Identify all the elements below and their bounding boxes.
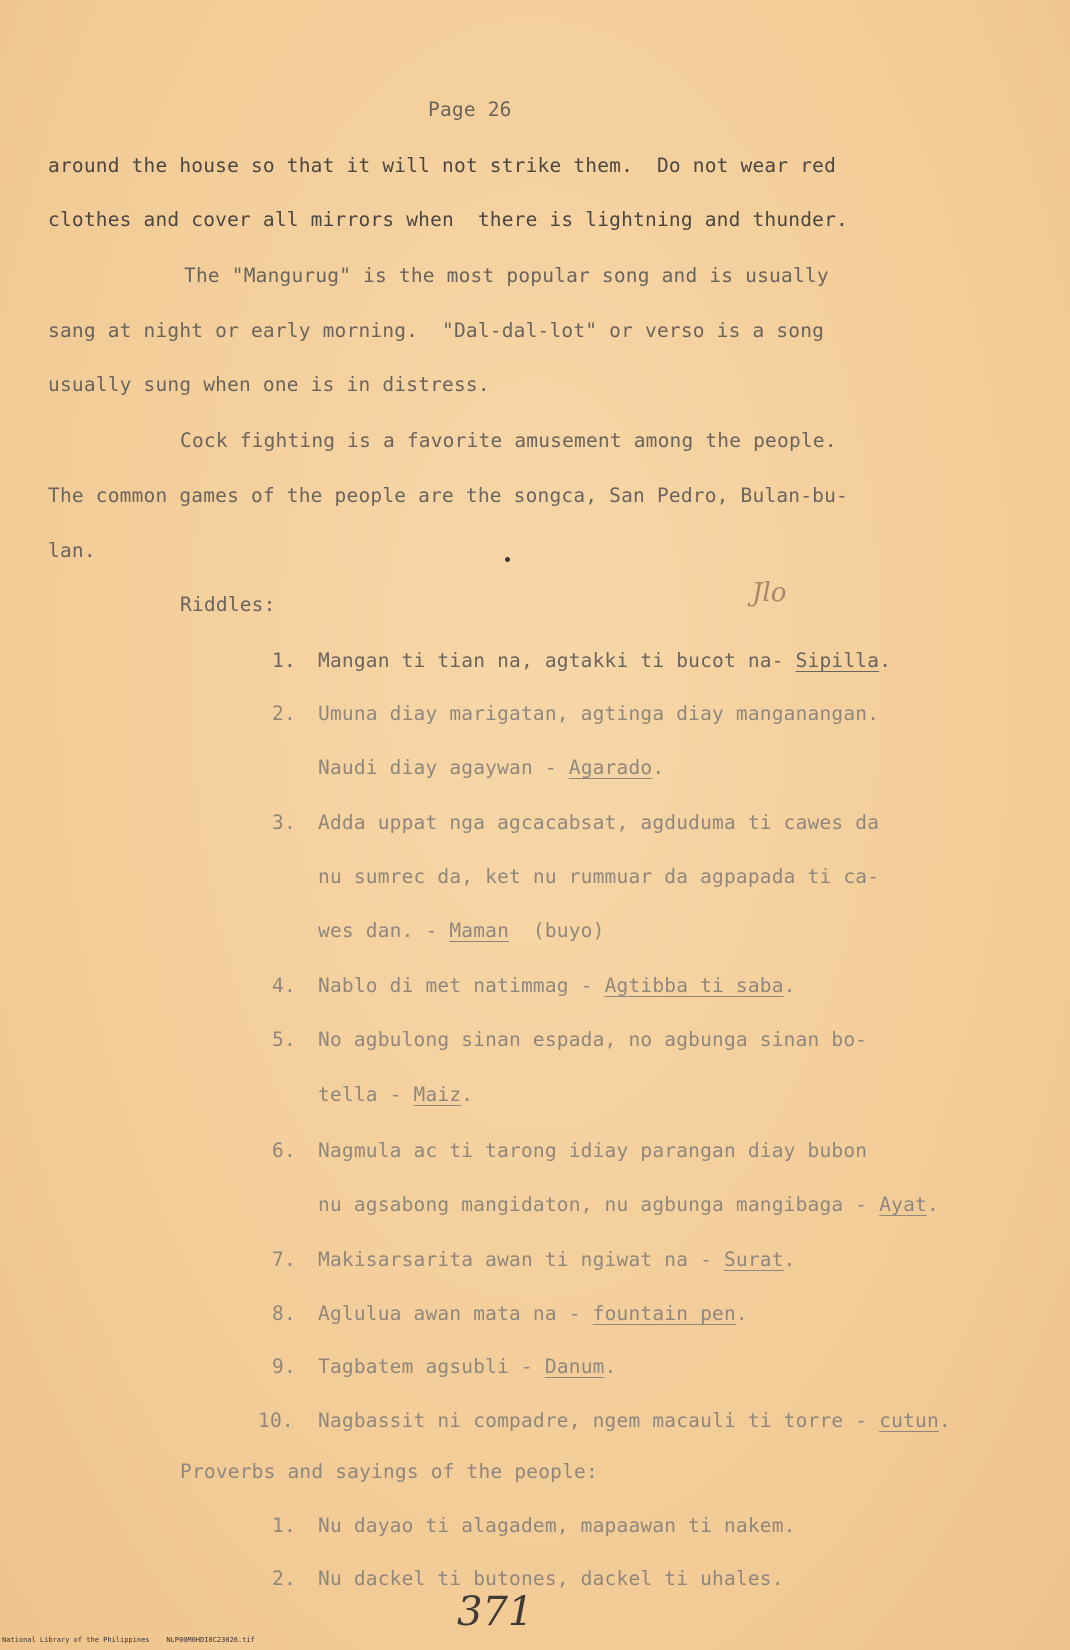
riddle-answer: Maiz (413, 1083, 462, 1106)
riddle-answer: Agtibba ti saba (604, 974, 784, 997)
riddle-line: Nagbassit ni compadre, ngem macauli ti torre - cutun. (318, 1409, 951, 1432)
riddle-answer: Surat (723, 1248, 784, 1271)
riddle-line: Makisarsarita awan ti ngiwat na - Surat. (318, 1248, 796, 1271)
riddle-line: Aglulua awan mata na - fountain pen. (318, 1302, 748, 1325)
proverbs-heading: Proverbs and sayings of the people: (180, 1460, 598, 1483)
body-line-6: Cock fighting is a favorite amusement among the people. (180, 429, 837, 452)
riddle-answer: Agarado (568, 756, 653, 779)
archive-footer: National Library of the Philippines NLP00M0HDI0C23026.tif (2, 1636, 255, 1644)
riddle-line: Mangan ti tian na, agtakki ti bucot na- Sipilla. (318, 649, 892, 672)
riddle-line: No agbulong sinan espada, no agbunga sinan bo- (318, 1028, 868, 1051)
riddle-number: 4. (272, 974, 296, 997)
body-line-1: around the house so that it will not strike them. Do not wear red (48, 154, 837, 177)
riddle-line: Nablo di met natimmag - Agtibba ti saba. (318, 974, 796, 997)
riddle-answer: Sipilla (795, 649, 880, 672)
riddles-heading: Riddles: (180, 593, 276, 616)
riddle-number: 3. (272, 811, 296, 834)
body-line-5: usually sung when one is in distress. (48, 373, 490, 396)
riddle-number: 7. (272, 1248, 296, 1271)
proverb-line: Nu dayao ti alagadem, mapaawan ti nakem. (318, 1514, 796, 1537)
body-line-7: The common games of the people are the songca, San Pedro, Bulan-bu- (48, 484, 848, 507)
riddle-line: Naudi diay agaywan - Agarado. (318, 756, 665, 779)
riddle-answer: cutun (879, 1409, 939, 1432)
margin-scribble: Jlo (752, 578, 787, 608)
proverb-line: Nu dackel ti butones, dackel ti uhales. (318, 1567, 784, 1590)
riddle-answer: fountain pen (592, 1302, 736, 1325)
riddle-line: nu agsabong mangidaton, nu agbunga mangibaga - Ayat. (318, 1193, 939, 1216)
riddle-line: Nagmula ac ti tarong idiay parangan diay bubon (318, 1139, 868, 1162)
riddle-number: 8. (272, 1302, 296, 1325)
riddle-number: 2. (272, 702, 296, 725)
riddle-line: tella - Maiz. (318, 1083, 474, 1106)
body-line-4: sang at night or early morning. "Dal-dal-lot" or verso is a song (48, 319, 825, 342)
riddle-number: 9. (272, 1355, 296, 1378)
handwritten-page-number: 371 (457, 1589, 534, 1635)
riddle-number: 6. (272, 1139, 296, 1162)
riddle-line: Umuna diay marigatan, agtinga diay manganangan. (318, 702, 880, 725)
page-number: Page 26 (428, 98, 512, 121)
riddle-number: 10. (258, 1409, 294, 1432)
riddle-answer: Danum (544, 1355, 605, 1378)
body-line-2: clothes and cover all mirrors when there is lightning and thunder. (48, 208, 848, 231)
riddle-answer: Ayat (879, 1193, 927, 1216)
body-line-3: The "Mangurug" is the most popular song and is usually (184, 264, 829, 287)
riddle-line: wes dan. - Maman (buyo) (318, 919, 605, 942)
riddle-line: nu sumrec da, ket nu rummuar da agpapada ti ca- (318, 865, 880, 888)
riddle-line: Adda uppat nga agcacabsat, agduduma ti cawes da (318, 811, 880, 834)
riddle-answer: Maman (449, 919, 510, 942)
proverb-number: 2. (272, 1567, 296, 1590)
body-line-8: lan. (48, 539, 96, 562)
riddle-number: 5. (272, 1028, 296, 1051)
proverb-number: 1. (272, 1514, 296, 1537)
riddle-line: Tagbatem agsubli - Danum. (318, 1355, 617, 1378)
ink-dot (505, 557, 510, 562)
riddle-number: 1. (272, 649, 296, 672)
